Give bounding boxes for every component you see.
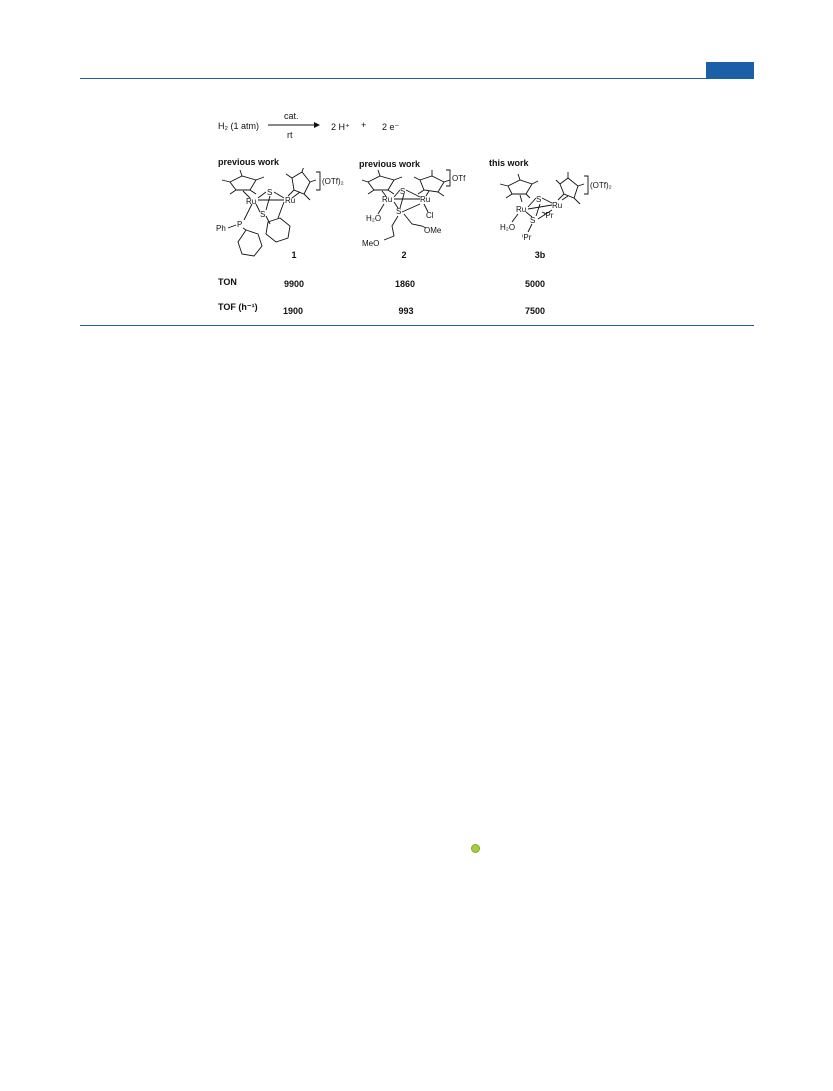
- heading-compound-1: previous work: [218, 157, 280, 167]
- atom-ru-2a: Ru: [382, 195, 393, 204]
- arrow-top-label: cat.: [284, 111, 299, 121]
- atom-h2o-3: H₂O: [500, 223, 516, 232]
- scheme-bottom-rule: [80, 325, 754, 326]
- structure-2: [358, 168, 488, 250]
- structure-3b: [496, 172, 626, 244]
- counterion-3b: (OTf)₂: [590, 181, 612, 190]
- header-tab: [706, 62, 754, 78]
- tof-value-1: 1900: [282, 306, 304, 316]
- atom-ru-3b: Ru: [552, 201, 563, 210]
- row-label-tof: TOF (h⁻¹): [218, 302, 258, 312]
- atom-s-3a: S: [536, 195, 542, 204]
- atom-cl-2: Cl: [426, 211, 434, 220]
- tof-value-2: 993: [398, 306, 414, 316]
- atom-ru-3a: Ru: [516, 205, 527, 214]
- plus-sign: +: [361, 120, 367, 130]
- ton-value-3b: 5000: [524, 279, 546, 289]
- product-protons: 2 H⁺: [331, 122, 350, 132]
- atom-s-1a: S: [267, 188, 273, 197]
- atom-s-2b: S: [396, 207, 402, 216]
- atom-ru-1a: Ru: [246, 197, 257, 206]
- row-label-ton: TON: [218, 277, 237, 287]
- heading-compound-3: this work: [489, 158, 529, 168]
- structure-1: [212, 168, 362, 260]
- counterion-1: (OTf)₂: [322, 177, 344, 186]
- heading-compound-2: previous work: [359, 159, 421, 169]
- tof-value-3b: 7500: [524, 306, 546, 316]
- atom-ph-1: Ph: [216, 224, 226, 233]
- reactant-label: H₂ (1 atm): [218, 121, 259, 131]
- atom-ipr-3b: ⁱPr: [522, 233, 532, 242]
- compound-id-3b: 3b: [534, 250, 546, 260]
- atom-ome-2: OMe: [424, 226, 442, 235]
- atom-ru-2b: Ru: [420, 195, 431, 204]
- atom-p-1: P: [237, 220, 243, 229]
- atom-meo-2: MeO: [362, 239, 380, 248]
- ton-value-1: 9900: [283, 279, 305, 289]
- atom-ru-1b: Ru: [285, 196, 296, 205]
- reaction-arrow: [268, 121, 320, 129]
- arrow-bottom-label: rt: [287, 130, 293, 140]
- atom-s-2a: S: [400, 187, 406, 196]
- atom-ipr-3a: ⁱPr: [544, 211, 554, 220]
- atom-h2o-2: H₂O: [366, 214, 382, 223]
- atom-s-3b: S: [530, 216, 536, 225]
- product-electrons: 2 e⁻: [382, 122, 400, 132]
- atom-s-1b: S: [260, 210, 266, 219]
- ton-value-2: 1860: [394, 279, 416, 289]
- header-rule: [80, 78, 754, 79]
- compound-id-1: 1: [291, 250, 297, 260]
- compound-id-2: 2: [401, 250, 407, 260]
- counterion-2: OTf: [452, 174, 466, 183]
- status-dot: [471, 844, 480, 853]
